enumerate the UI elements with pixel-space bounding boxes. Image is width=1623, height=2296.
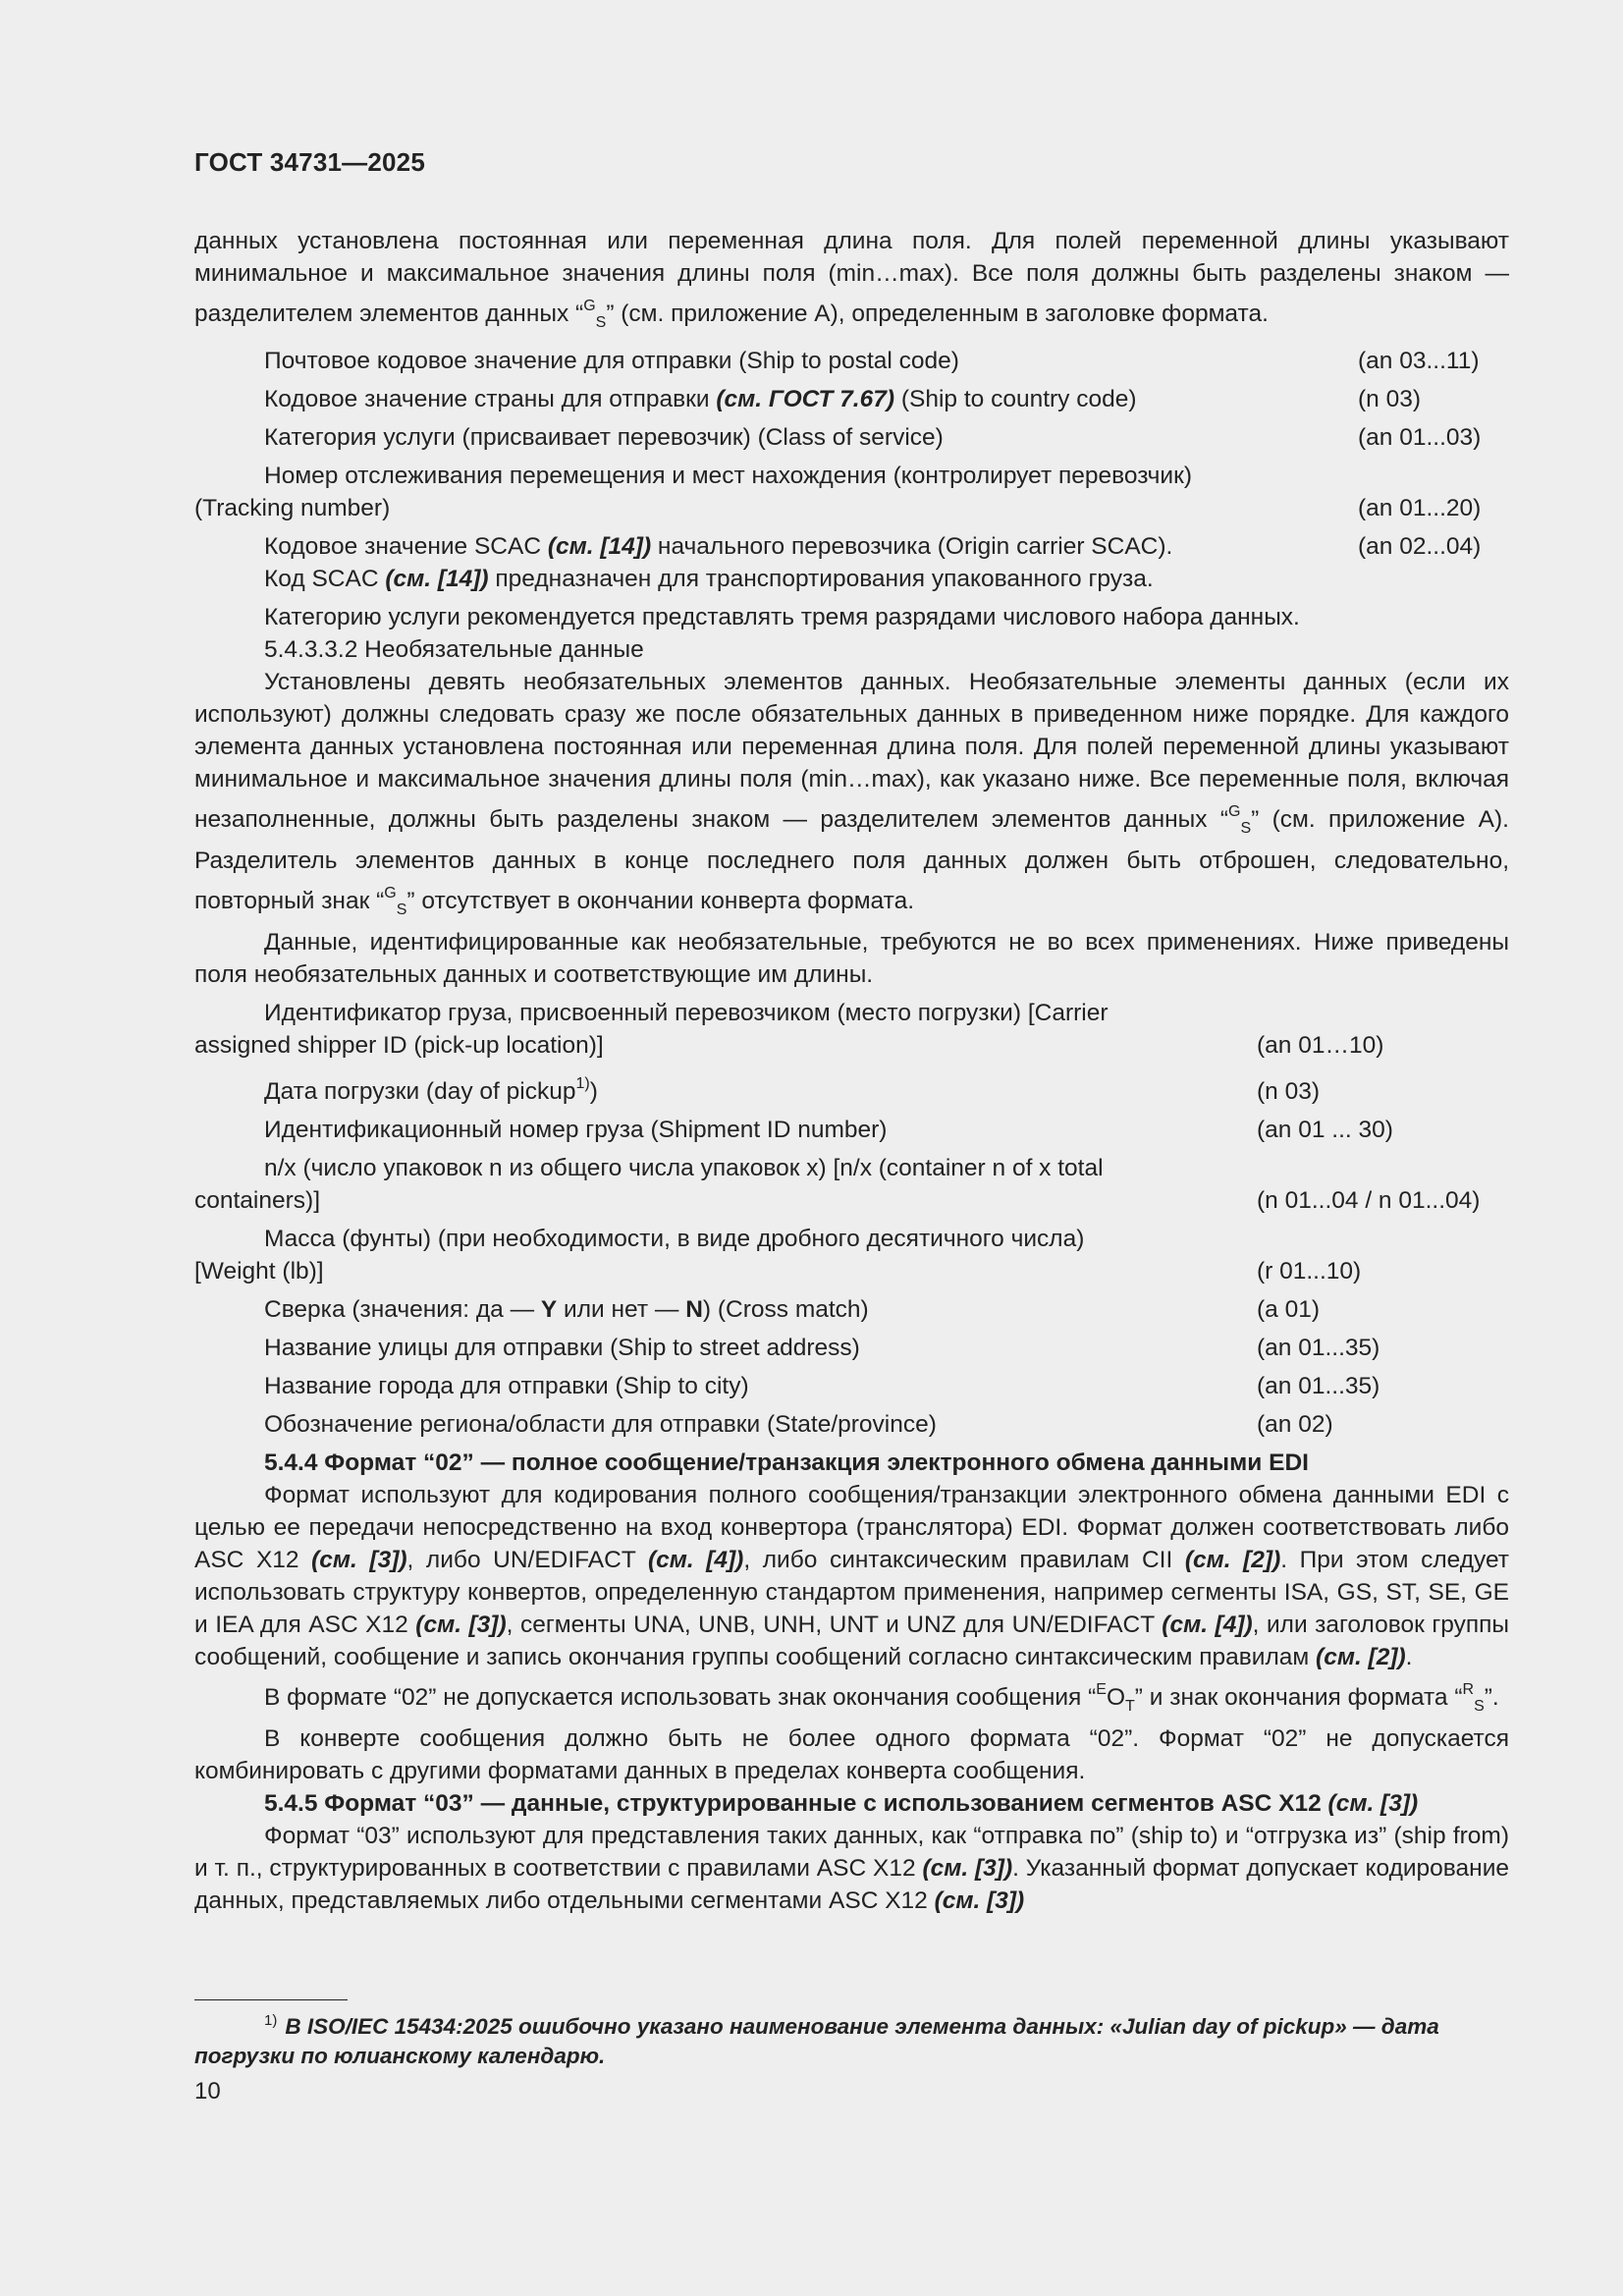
section-5-4-4-paragraph-1 (194, 1479, 1509, 1673)
row-label-b: (Tracking number) (194, 495, 391, 521)
p1-f: , или заголовок группы сообщений, сообщение и запись окончания группы сообщений согласно синтаксическим правилам (194, 1612, 1509, 1670)
row-label: Название города для отправки (Ship to city) (264, 1373, 749, 1399)
row-label-b: assigned shipper ID (pick-up location)] (194, 1032, 604, 1059)
scac-note (194, 563, 1509, 595)
section-5-4-4-paragraph-3: В конверте сообщения должно быть не более одного формата “02”. Формат “02” не допускается комбинировать с другими форматами данных в пределах конверта сообщения. (194, 1725, 1509, 1784)
yes-value: Y (540, 1296, 558, 1323)
optional-note: Данные, идентифицированные как необязательные, требуются не во всех применениях. Ниже приведены поля необязательных данных и соответствующие им длины. (194, 929, 1509, 988)
p2-b: ” и знак окончания формата “ (1134, 1684, 1463, 1711)
optional-row (194, 1223, 1509, 1287)
optional-row (194, 997, 1509, 1062)
intro-text-a: данных установлена постоянная или переменная длина поля. Для полей переменной длины указывают минимальное и максимальное значения длины поля (min…max). Все поля должны быть разделены знаком — разделителем элементов данных “ (194, 228, 1509, 327)
optional-intro-paragraph (194, 666, 1509, 926)
reference: (см. [3]) (934, 1887, 1025, 1914)
rs-symbol-s: S (1474, 1698, 1485, 1715)
row-label: Обозначение региона/области для отправки (State/province) (264, 1411, 937, 1438)
row-value: (n 03) (1257, 1078, 1321, 1105)
row-value: (a 01) (1257, 1296, 1321, 1323)
p1-a: Формат “03” используют для представления таких данных, как “отправка по” (ship to) и “отгрузка из” (ship from) и т. п., структурированных в соответствии с правилами ASC X12 (194, 1823, 1509, 1882)
footnote-text: В ISO/IEC 15434:2025 ошибочно указано наименование элемента данных: «Julian day of pickup» — дата погрузки по юлианскому календарю. (194, 2014, 1439, 2068)
section-5-4-5-paragraph-1 (194, 1820, 1509, 1917)
row-label (194, 1223, 1257, 1287)
gs-symbol-g: G (384, 885, 397, 902)
row-label-b: начального перевозчика (Origin carrier SCAC). (651, 533, 1173, 560)
row-value: (an 03...11) (1358, 348, 1480, 374)
row-label-a: Дата погрузки (day of pickup (264, 1078, 576, 1105)
row-label-a: Кодовое значение SCAC (264, 533, 548, 560)
p2-a: В формате “02” не допускается использовать знак окончания сообщения “ (264, 1684, 1097, 1711)
footnote-ref: 1) (575, 1075, 590, 1092)
row-value: (n 03) (1358, 386, 1422, 412)
row-label (194, 460, 1358, 524)
required-row (194, 421, 1509, 454)
row-label-b: ) (589, 1078, 598, 1105)
footnote-divider (194, 1999, 348, 2000)
section-heading-5-4-4: 5.4.4 Формат “02” — полное сообщение/транзакция электронного обмена данными EDI (264, 1449, 1309, 1476)
row-value: (an 01...35) (1257, 1373, 1380, 1399)
intro-text-b: ” (см. приложение А), определенным в заголовке формата. (606, 301, 1269, 327)
eot-symbol-t: T (1125, 1698, 1135, 1715)
footnote (194, 2006, 1509, 2071)
reference: (см. [3]) (311, 1547, 407, 1573)
p1-d: . При этом следует использовать структуру конвертов, определенную стандартом применения, например сегменты ISA, GS, ST, SE, GE и IEA для ASC X12 (194, 1547, 1510, 1638)
section-5-4-4-paragraph-2 (194, 1673, 1509, 1722)
row-label (194, 383, 1358, 415)
page-number: 10 (194, 2078, 221, 2105)
optional-row (194, 1293, 1509, 1326)
reference: (см. [3]) (1327, 1790, 1419, 1817)
row-label (194, 1067, 1257, 1108)
gs-symbol-g: G (1228, 803, 1241, 820)
heading-text: 5.4.5 Формат “03” — данные, структурированные с использованием сегментов ASC X12 (264, 1790, 1328, 1817)
eot-symbol-o: O (1106, 1684, 1126, 1711)
optional-row (194, 1370, 1509, 1402)
p1-b: . Указанный формат допускает кодирование данных, представляемых либо отдельными сегментами ASC X12 (194, 1855, 1510, 1914)
row-label-mid: или нет — (557, 1296, 686, 1323)
row-label (194, 1152, 1257, 1217)
page-body (194, 225, 1509, 1917)
required-row (194, 460, 1509, 524)
row-label: Название улицы для отправки (Ship to street address) (264, 1335, 860, 1361)
gs-symbol-s: S (396, 902, 407, 918)
row-label-a: Сверка (значения: да — (264, 1296, 541, 1323)
row-label-b: ) (Cross match) (702, 1296, 869, 1323)
gs-symbol-g: G (583, 298, 596, 314)
reference: (см. [3]) (415, 1612, 507, 1638)
row-label (194, 997, 1257, 1062)
row-label-b: containers)] (194, 1187, 321, 1214)
row-label: Идентификационный номер груза (Shipment ID number) (264, 1117, 888, 1143)
row-label-b: (Ship to country code) (894, 386, 1137, 412)
row-value: (an 02) (1257, 1411, 1333, 1438)
row-value: (n 01...04 / n 01...04) (1257, 1187, 1481, 1214)
p2-c: ”. (1484, 1684, 1499, 1711)
optional-intro-c: ” отсутствует в окончании конверта формата. (406, 888, 915, 914)
row-label-b: [Weight (lb)] (194, 1258, 324, 1285)
row-label-a: Идентификатор груза, присвоенный перевозчиком (место погрузки) [Carrier (264, 1000, 1109, 1026)
optional-intro-b: ” (см. приложение А). Разделитель элементов данных в конце последнего поля данных должен быть отброшен, следовательно, повторный знак “ (194, 806, 1509, 914)
reference: (см. [4]) (1162, 1612, 1253, 1638)
optional-row (194, 1408, 1509, 1441)
p1-e: , сегменты UNA, UNB, UNH, UNT и UNZ для UN/EDIFACT (506, 1612, 1163, 1638)
optional-row (194, 1152, 1509, 1217)
optional-row (194, 1332, 1509, 1364)
reference: (см. [14]) (547, 533, 652, 560)
row-label: Почтовое кодовое значение для отправки (Ship to postal code) (264, 348, 959, 374)
p1-a: Формат используют для кодирования полного сообщения/транзакции электронного обмена данными EDI с целью ее передачи непосредственно на вход конвертора (транслятора) EDI. Формат должен соответствовать либо ASC X12 (194, 1482, 1509, 1573)
p1-b: , либо UN/EDIFACT (406, 1547, 648, 1573)
row-label (194, 1293, 1257, 1326)
reference: (см. [4]) (647, 1547, 744, 1573)
reference: (см. [3]) (922, 1855, 1013, 1882)
required-row (194, 530, 1509, 563)
p1-g: . (1405, 1644, 1413, 1670)
scac-note-b: предназначен для транспортирования упакованного груза. (488, 566, 1154, 592)
row-label-a: Масса (фунты) (при необходимости, в виде дробного десятичного числа) (264, 1226, 1085, 1252)
category-note: Категорию услуги рекомендуется представлять тремя разрядами числового набора данных. (264, 604, 1300, 630)
footnote-mark: 1) (264, 2012, 278, 2029)
intro-paragraph (194, 225, 1509, 339)
optional-row (194, 1114, 1509, 1146)
row-value: (an 01...20) (1358, 495, 1482, 521)
row-value: (an 01...35) (1257, 1335, 1380, 1361)
reference: (см. [14]) (385, 566, 489, 592)
row-value: (an 01 ... 30) (1257, 1117, 1393, 1143)
section-heading-5-4-3-3-2: 5.4.3.3.2 Необязательные данные (264, 636, 644, 663)
row-label-a: Кодовое значение страны для отправки (264, 386, 717, 412)
row-value: (an 01...03) (1358, 424, 1482, 451)
required-row (194, 383, 1509, 415)
row-value: (an 02...04) (1358, 533, 1482, 560)
reference: (см. [2]) (1316, 1644, 1406, 1670)
optional-intro-a: Установлены девять необязательных элементов данных. Необязательные элементы данных (если их используют) должны следовать сразу же после обязательных данных в приведенном ниже порядке. Для каждого элемента данных установлена постоянная или переменная длина поля. Для полей переменной длины указывают минимальное и максимальное значения длины поля (min…max), как указано ниже. Все переменные поля, включая незаполненные, должны быть разделены знаком — разделителем элементов данных “ (194, 669, 1509, 833)
required-row (194, 345, 1509, 377)
row-value: (r 01...10) (1257, 1258, 1362, 1285)
reference: (см. ГОСТ 7.67) (716, 386, 895, 412)
no-value: N (685, 1296, 703, 1323)
row-value: (an 01…10) (1257, 1032, 1384, 1059)
gs-symbol-s: S (1240, 820, 1252, 837)
row-label-a: n/x (число упаковок n из общего числа упаковок x) [n/x (container n of x total (264, 1155, 1104, 1181)
row-label: Категория услуги (присваивает перевозчик) (Class of service) (264, 424, 944, 451)
standard-header: ГОСТ 34731—2025 (194, 147, 425, 177)
section-heading-5-4-5 (194, 1787, 1509, 1820)
optional-row (194, 1067, 1509, 1108)
reference: (см. [2]) (1184, 1547, 1281, 1573)
row-label (194, 530, 1358, 563)
row-label-a: Номер отслеживания перемещения и мест нахождения (контролирует перевозчик) (264, 463, 1192, 489)
eot-symbol-e: E (1096, 1681, 1107, 1698)
rs-symbol-r: R (1462, 1681, 1475, 1698)
p1-c: , либо синтаксическим правилам CII (743, 1547, 1185, 1573)
gs-symbol-s: S (595, 314, 607, 331)
scac-note-a: Код SCAC (264, 566, 386, 592)
